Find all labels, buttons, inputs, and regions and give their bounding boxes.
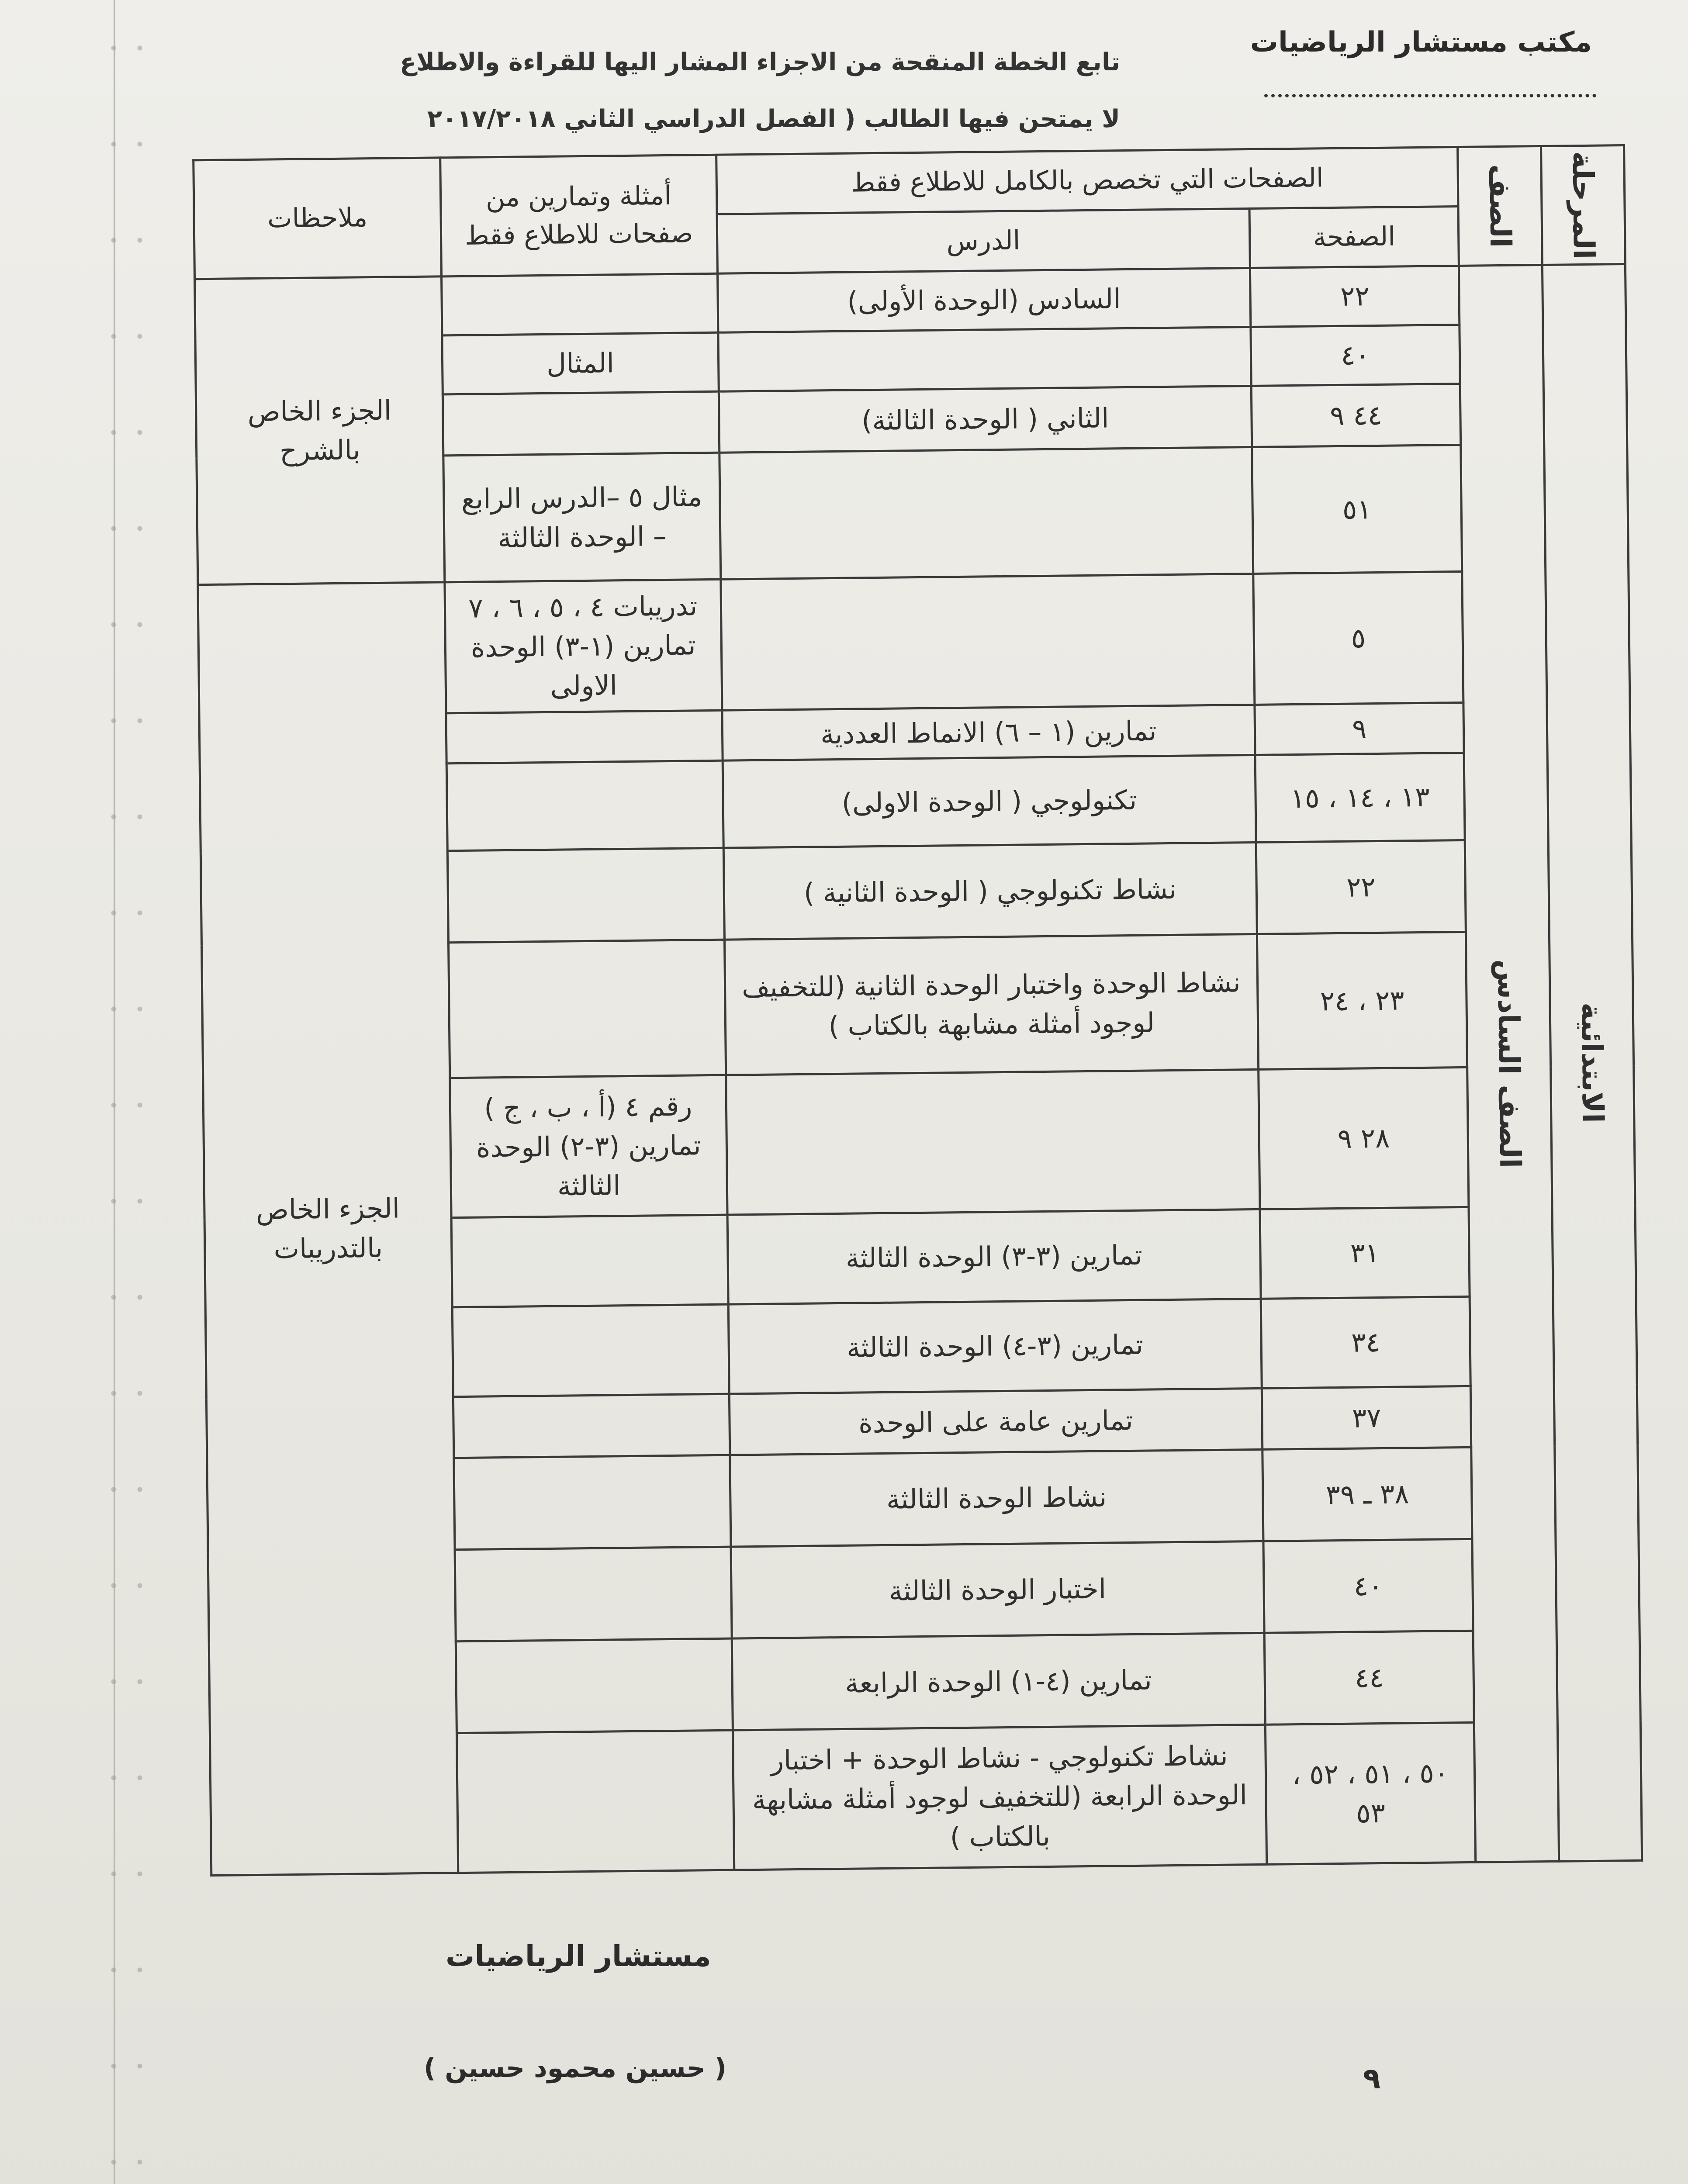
section-explain: الجزء الخاص بالشرح [195,276,445,585]
page-cell: ٤٠ [1251,325,1460,386]
page-cell: ٣٤ [1261,1297,1470,1389]
header-notes: ملاحظات [194,158,442,279]
lesson-cell: نشاط الوحدة الثالثة [730,1449,1263,1547]
page-cell: ٢٨ ٩ [1259,1068,1469,1209]
header-examples: أمثلة وتمارين من صفحات للاطلاع فقط [440,155,717,276]
examples-cell [454,1455,730,1550]
examples-cell: رقم ٤ (أ ، ب ، ج ) تمارين (٣-٢) الوحدة الثالثة [450,1075,727,1218]
examples-cell [449,940,726,1078]
grade-cell [1459,265,1559,1863]
page-cell: ٢٢ [1256,840,1466,934]
examples-cell [457,1730,734,1873]
page-cell: ٩ [1255,703,1464,755]
page-cell: ٢٢ [1250,266,1460,327]
examples-cell [446,710,722,763]
page-cell: ٤٠ [1263,1539,1473,1633]
page-cell: ٣٧ [1262,1386,1471,1449]
stage-cell [1542,264,1642,1862]
section-exercises: الجزء الخاص بالتدريبات [198,582,458,1876]
examples-cell [446,760,723,851]
header-grade-label: الصف [1483,164,1518,248]
lesson-cell [726,1070,1260,1215]
page-cell: ٤٤ ٩ [1251,384,1461,447]
header-page: الصفحة [1249,207,1459,268]
document-heading: تابع الخطة المنقحة من الاجزاء المشار اليها للقراءة والاطلاع [400,48,1120,76]
examples-cell [442,274,718,336]
lesson-cell: تمارين (٣-٣) الوحدة الثالثة [727,1209,1261,1305]
lesson-cell: تمارين (١ – ٦) الانماط العددية [722,705,1255,761]
page-cell: ٥١ [1252,445,1462,574]
lesson-cell: نشاط تكنولوجي - نشاط الوحدة + اختبار الوحدة الرابعة (للتخفيف لوجود أمثلة مشابهة بالكتاب ) [733,1724,1267,1870]
signature-name: ( حسين محمود حسين ) [424,2053,726,2084]
examples-cell [443,392,719,456]
lesson-cell: نشاط الوحدة واختبار الوحدة الثانية (للتخفيف لوجود أمثلة مشابهة بالكتاب ) [724,934,1259,1075]
page-cell: ١٣ ، ١٤ ، ١٥ [1255,753,1465,843]
page-cell: ٥٠ ، ٥١ ، ٥٢ ، ٥٣ [1265,1722,1475,1864]
table-row [198,570,1630,716]
page-cell: ٢٣ ، ٢٤ [1257,932,1467,1070]
examples-cell [447,848,724,943]
examples-cell [452,1304,729,1397]
stage-value: الابتدائية [1574,1002,1610,1123]
examples-cell [455,1547,731,1641]
grade-value: الصف السادس [1491,959,1527,1168]
page-cell: ٣٨ ـ ٣٩ [1263,1447,1472,1541]
header-lesson: الدرس [717,209,1250,274]
lesson-cell [720,574,1255,711]
examples-cell [456,1638,732,1733]
examples-cell [453,1394,730,1458]
page-cell: ٥ [1253,572,1463,705]
office-title: مكتب مستشار الرياضيات [1250,26,1592,59]
lesson-cell: تمارين (٤-١) الوحدة الرابعة [732,1633,1266,1730]
lesson-cell [718,327,1251,392]
lesson-cell [719,447,1253,580]
lesson-cell: اختبار الوحدة الثالثة [731,1541,1265,1638]
office-title-rule [1264,94,1596,97]
examples-cell: المثال [442,333,719,395]
page-number: ٩ [1363,2062,1381,2095]
header-stage-label: المرحلة [1566,151,1601,259]
examples-cell: تدريبات ٤ ، ٥ ، ٦ ، ٧ تمارين (١-٣) الوحدة الاولى [445,579,722,713]
page-cell: ٤٤ [1264,1631,1474,1724]
plan-table [192,144,1643,1876]
page-cell: ٣١ [1260,1207,1470,1299]
lesson-cell: تمارين (٣-٤) الوحدة الثالثة [728,1299,1262,1394]
document-subheading: لا يمتحن فيها الطالب ( الفصل الدراسي الثاني ٢٠١٧/٢٠١٨ [427,105,1120,133]
lesson-cell: نشاط تكنولوجي ( الوحدة الثانية ) [723,843,1257,940]
lesson-cell: تمارين عامة على الوحدة [729,1389,1263,1455]
signature-title: مستشار الرياضيات [446,1939,711,1973]
lesson-cell: السادس (الوحدة الأولى) [717,268,1251,333]
header-full-pages: الصفحات التي تخصص بالكامل للاطلاع فقط [716,147,1458,214]
header-stage [1541,145,1625,265]
examples-cell: مثال ٥ –الدرس الرابع – الوحدة الثالثة [443,453,720,583]
decorative-border-left [100,0,157,2184]
examples-cell [451,1215,728,1307]
lesson-cell: تكنولوجي ( الوحدة الاولى) [723,755,1256,848]
header-grade [1458,146,1542,266]
lesson-cell: الثاني ( الوحدة الثالثة) [719,386,1252,453]
